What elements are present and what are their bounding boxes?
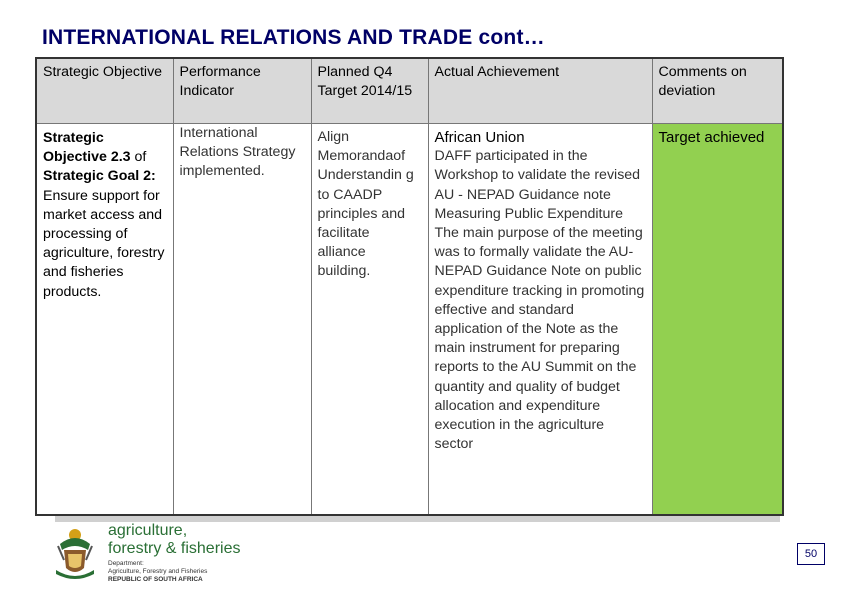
org-name-line1: agriculture, — [108, 522, 188, 539]
department-logo — [50, 522, 250, 588]
goal-description: Ensure support for market access and processing of agriculture, forestry and fisheries products. — [43, 187, 165, 300]
cell-performance-indicator: International Relations Strategy implemented. — [173, 124, 311, 516]
cell-planned-target: Align Memorandaof Understandin g to CAADP principles and facilitate alliance building. — [311, 124, 428, 516]
achievement-heading: African Union — [434, 129, 525, 146]
cell-actual-achievement — [428, 124, 652, 516]
org-name-line2: forestry & fisheries — [108, 540, 241, 557]
page-number: 50 — [797, 543, 825, 565]
page-title: INTERNATIONAL RELATIONS AND TRADE cont… — [42, 26, 545, 49]
header-performance-indicator: Performance Indicator — [173, 58, 311, 124]
achievement-text: DAFF participated in the Workshop to validate the revised AU - NEPAD Guidance note Measuring Public Expenditure The main purpose of the meeting was to formally validate the AU-NEPAD Guidance Note on public expenditure tracking in promoting effective and standard application of the Note as the main instrument for preparing reports to the AU Summit on the quantity and quality of budget allocation and expenditure execution in the agriculture sector — [434, 148, 645, 453]
header-actual-achievement: Actual Achievement — [428, 58, 652, 124]
coat-of-arms-icon — [50, 526, 100, 582]
table-header-row — [36, 58, 783, 124]
header-planned-target: Planned Q4 Target 2014/15 — [311, 58, 428, 124]
header-comments: Comments on deviation — [652, 58, 783, 124]
dept-line1: Department: — [108, 560, 144, 567]
cell-comment-status: Target achieved — [652, 124, 783, 516]
dept-line2: Agriculture, Forestry and Fisheries — [108, 568, 208, 575]
objective-of: of — [130, 149, 147, 166]
cell-strategic-objective — [36, 124, 173, 516]
table-row — [36, 124, 783, 516]
performance-table — [35, 57, 784, 516]
objective-label: Strategic Objective 2.3 — [43, 130, 131, 166]
goal-label: Strategic Goal 2: — [43, 168, 156, 185]
header-strategic-objective: Strategic Objective — [36, 58, 173, 124]
dept-line3: REPUBLIC OF SOUTH AFRICA — [108, 576, 203, 583]
